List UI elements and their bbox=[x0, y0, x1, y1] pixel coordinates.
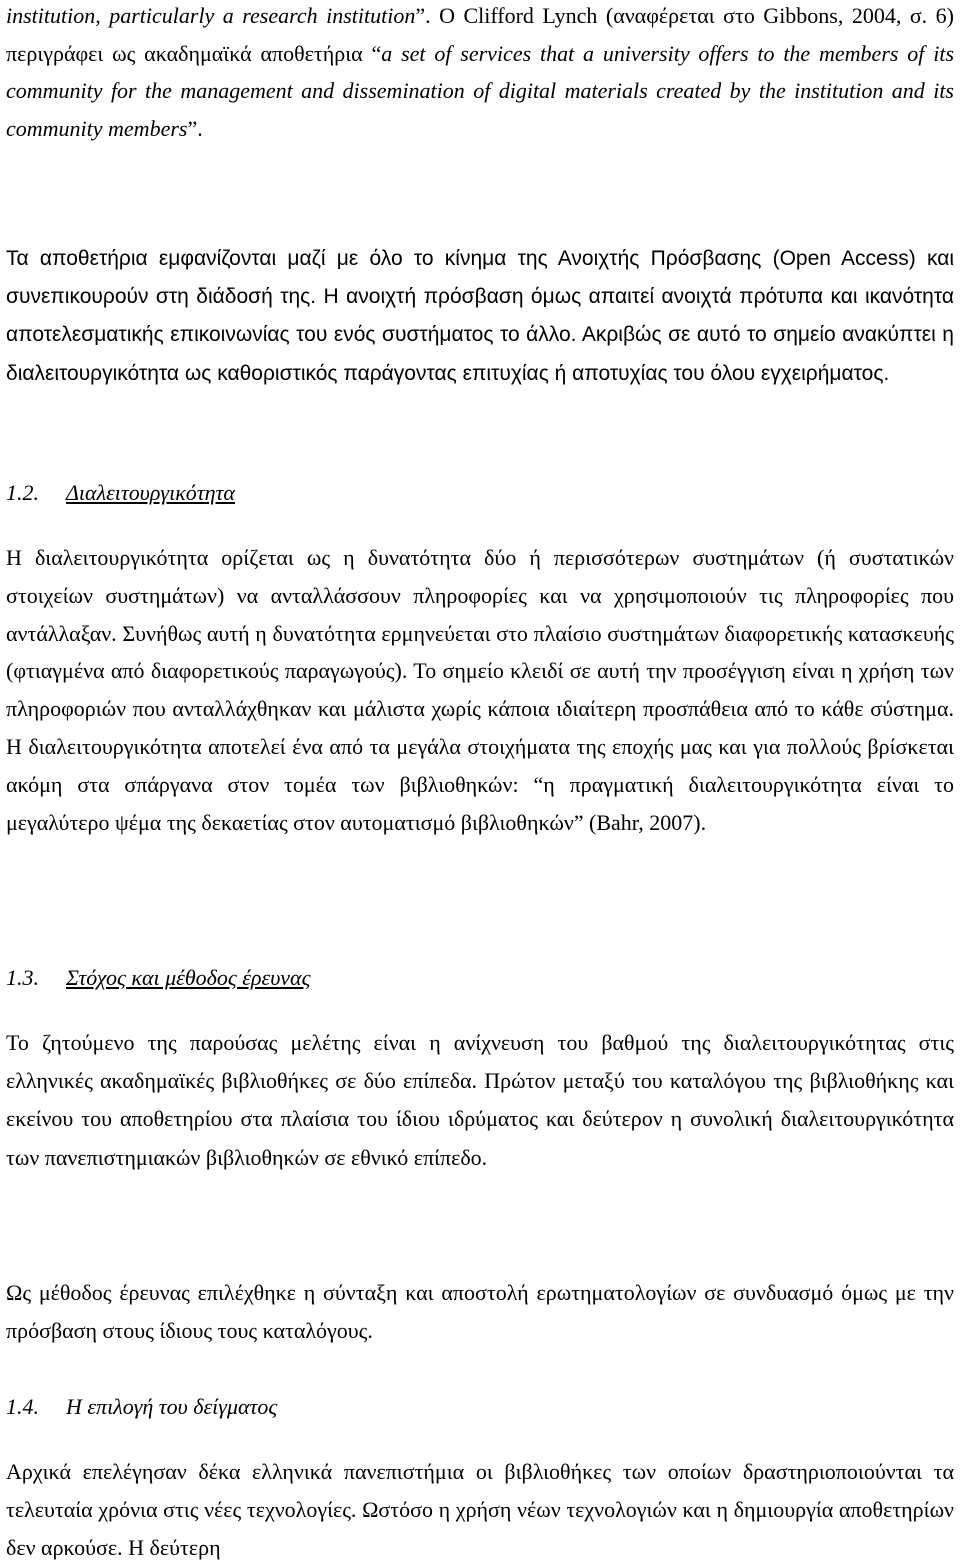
paragraph-interoperability-text: Η διαλειτουργικότητα ορίζεται ως η δυνατότητα δύο ή περισσότερων συστημάτων (ή συστατικών στοιχείων συστημάτων) να ανταλλάσσουν πληροφορίες και να χρησιμοποιούν τις πληροφορίες που αντάλλαξαν. Συνήθως αυτή η δυνατότητα ερμηνεύεται στο πλαίσιο συστημάτων διαφορετικής κατασκευής (φτιαγμένα από διαφορετικούς παραγωγούς). Το σημείο κλειδί σε αυτή την προσέγγιση είναι η χρήση των πληροφοριών που ανταλλάχθηκαν και μάλιστα χωρίς κάποια ιδιαίτερη προσπάθεια από το κάθε σύστημα. Η διαλειτουργικότητα αποτελεί ένα από τα μεγάλα στοιχήματα της εποχής μας και για πολλούς βρίσκεται ακόμη στα σπάργανα στον τομέα των βιβλιοθηκών: “η πραγματική διαλειτουργικότητα είναι το μεγαλύτερο ψέμα της δεκαετίας στον αυτοματισμό βιβλιοθηκών” (Bahr, 2007). bbox=[6, 545, 954, 835]
paragraph-research-method bbox=[6, 1274, 954, 1350]
paragraph-interoperability bbox=[6, 539, 954, 841]
paragraph-research-goal-text: Το ζητούμενο της παρούσας μελέτης είναι η ανίχνευση του βαθμού της διαλειτουργικότητας στις ελληνικές ακαδημαϊκές βιβλιοθήκες σε δύο επίπεδα. Πρώτον μεταξύ του καταλόγου της βιβλιοθήκης και εκείνου του αποθετηρίου στα πλαίσια του ίδιου ιδρύματος και δεύτερον η συνολική διαλειτουργικότητα των πανεπιστημιακών βιβλιοθηκών σε εθνικό επίπεδο. bbox=[6, 1030, 954, 1170]
section-heading-1-4 bbox=[6, 1388, 954, 1426]
section-heading-1-3 bbox=[6, 959, 954, 997]
section-heading-1-2 bbox=[6, 474, 954, 512]
paragraph-lynch-quote bbox=[6, 0, 954, 147]
paragraph-open-access-text: Τα αποθετήρια εμφανίζονται μαζί με όλο το κίνημα της Ανοιχτής Πρόσβασης (Open Access) και συνεπικουρούν στη διάδοσή της. Η ανοιχτή πρόσβαση όμως απαιτεί ανοιχτά πρότυπα και ικανότητα αποτελεσματικής επικοινωνίας του ενός συστήματος το άλλο. Ακριβώς σε αυτό το σημείο ανακύπτει η διαλειτουργικότητα ως καθοριστικός παράγοντας επιτυχίας ή αποτυχίας του όλου εγχειρήματος. bbox=[6, 247, 954, 385]
quote-italic-body: a set of services that a university offers to the members of its community for the management and dissemination of digital materials created by the institution and its community members bbox=[6, 40, 954, 141]
section-title: Διαλειτουργικότητα bbox=[66, 480, 235, 505]
quote-italic-start: institution, particularly a research institution bbox=[6, 3, 416, 28]
paragraph-research-method-text: Ως μέθοδος έρευνας επιλέχθηκε η σύνταξη και αποστολή ερωτηματολογίων σε συνδυασμό όμως με την πρόσβαση στους ίδιους τους καταλόγους. bbox=[6, 1280, 954, 1344]
quote-plain-end: ”. bbox=[187, 115, 203, 141]
section-title: Στόχος και μέθοδος έρευνας bbox=[66, 965, 311, 990]
section-number: 1.4. bbox=[6, 1394, 39, 1419]
section-number: 1.2. bbox=[6, 480, 39, 505]
paragraph-research-goal bbox=[6, 1024, 954, 1177]
paragraph-open-access bbox=[6, 240, 954, 393]
section-title: Η επιλογή του δείγματος bbox=[66, 1394, 278, 1419]
paragraph-sample-selection-text: Αρχικά επελέγησαν δέκα ελληνικά πανεπιστήμια οι βιβλιοθήκες των οποίων δραστηριοποιούνται τα τελευταία χρόνια στις νέες τεχνολογίες. Ωστόσο η χρήση νέων τεχνολογιών και η δημιουργία αποθετηρίων δεν αρκούσε. Η δεύτερη bbox=[6, 1459, 954, 1561]
quote-plain-mid: ”. O Clifford Lynch (αναφέρεται στο Gibbons, 2004, σ. 6) περιγράφει ως ακαδημαϊκά αποθετήρια “ bbox=[6, 3, 954, 66]
section-number: 1.3. bbox=[6, 965, 39, 990]
paragraph-sample-selection bbox=[6, 1453, 954, 1568]
